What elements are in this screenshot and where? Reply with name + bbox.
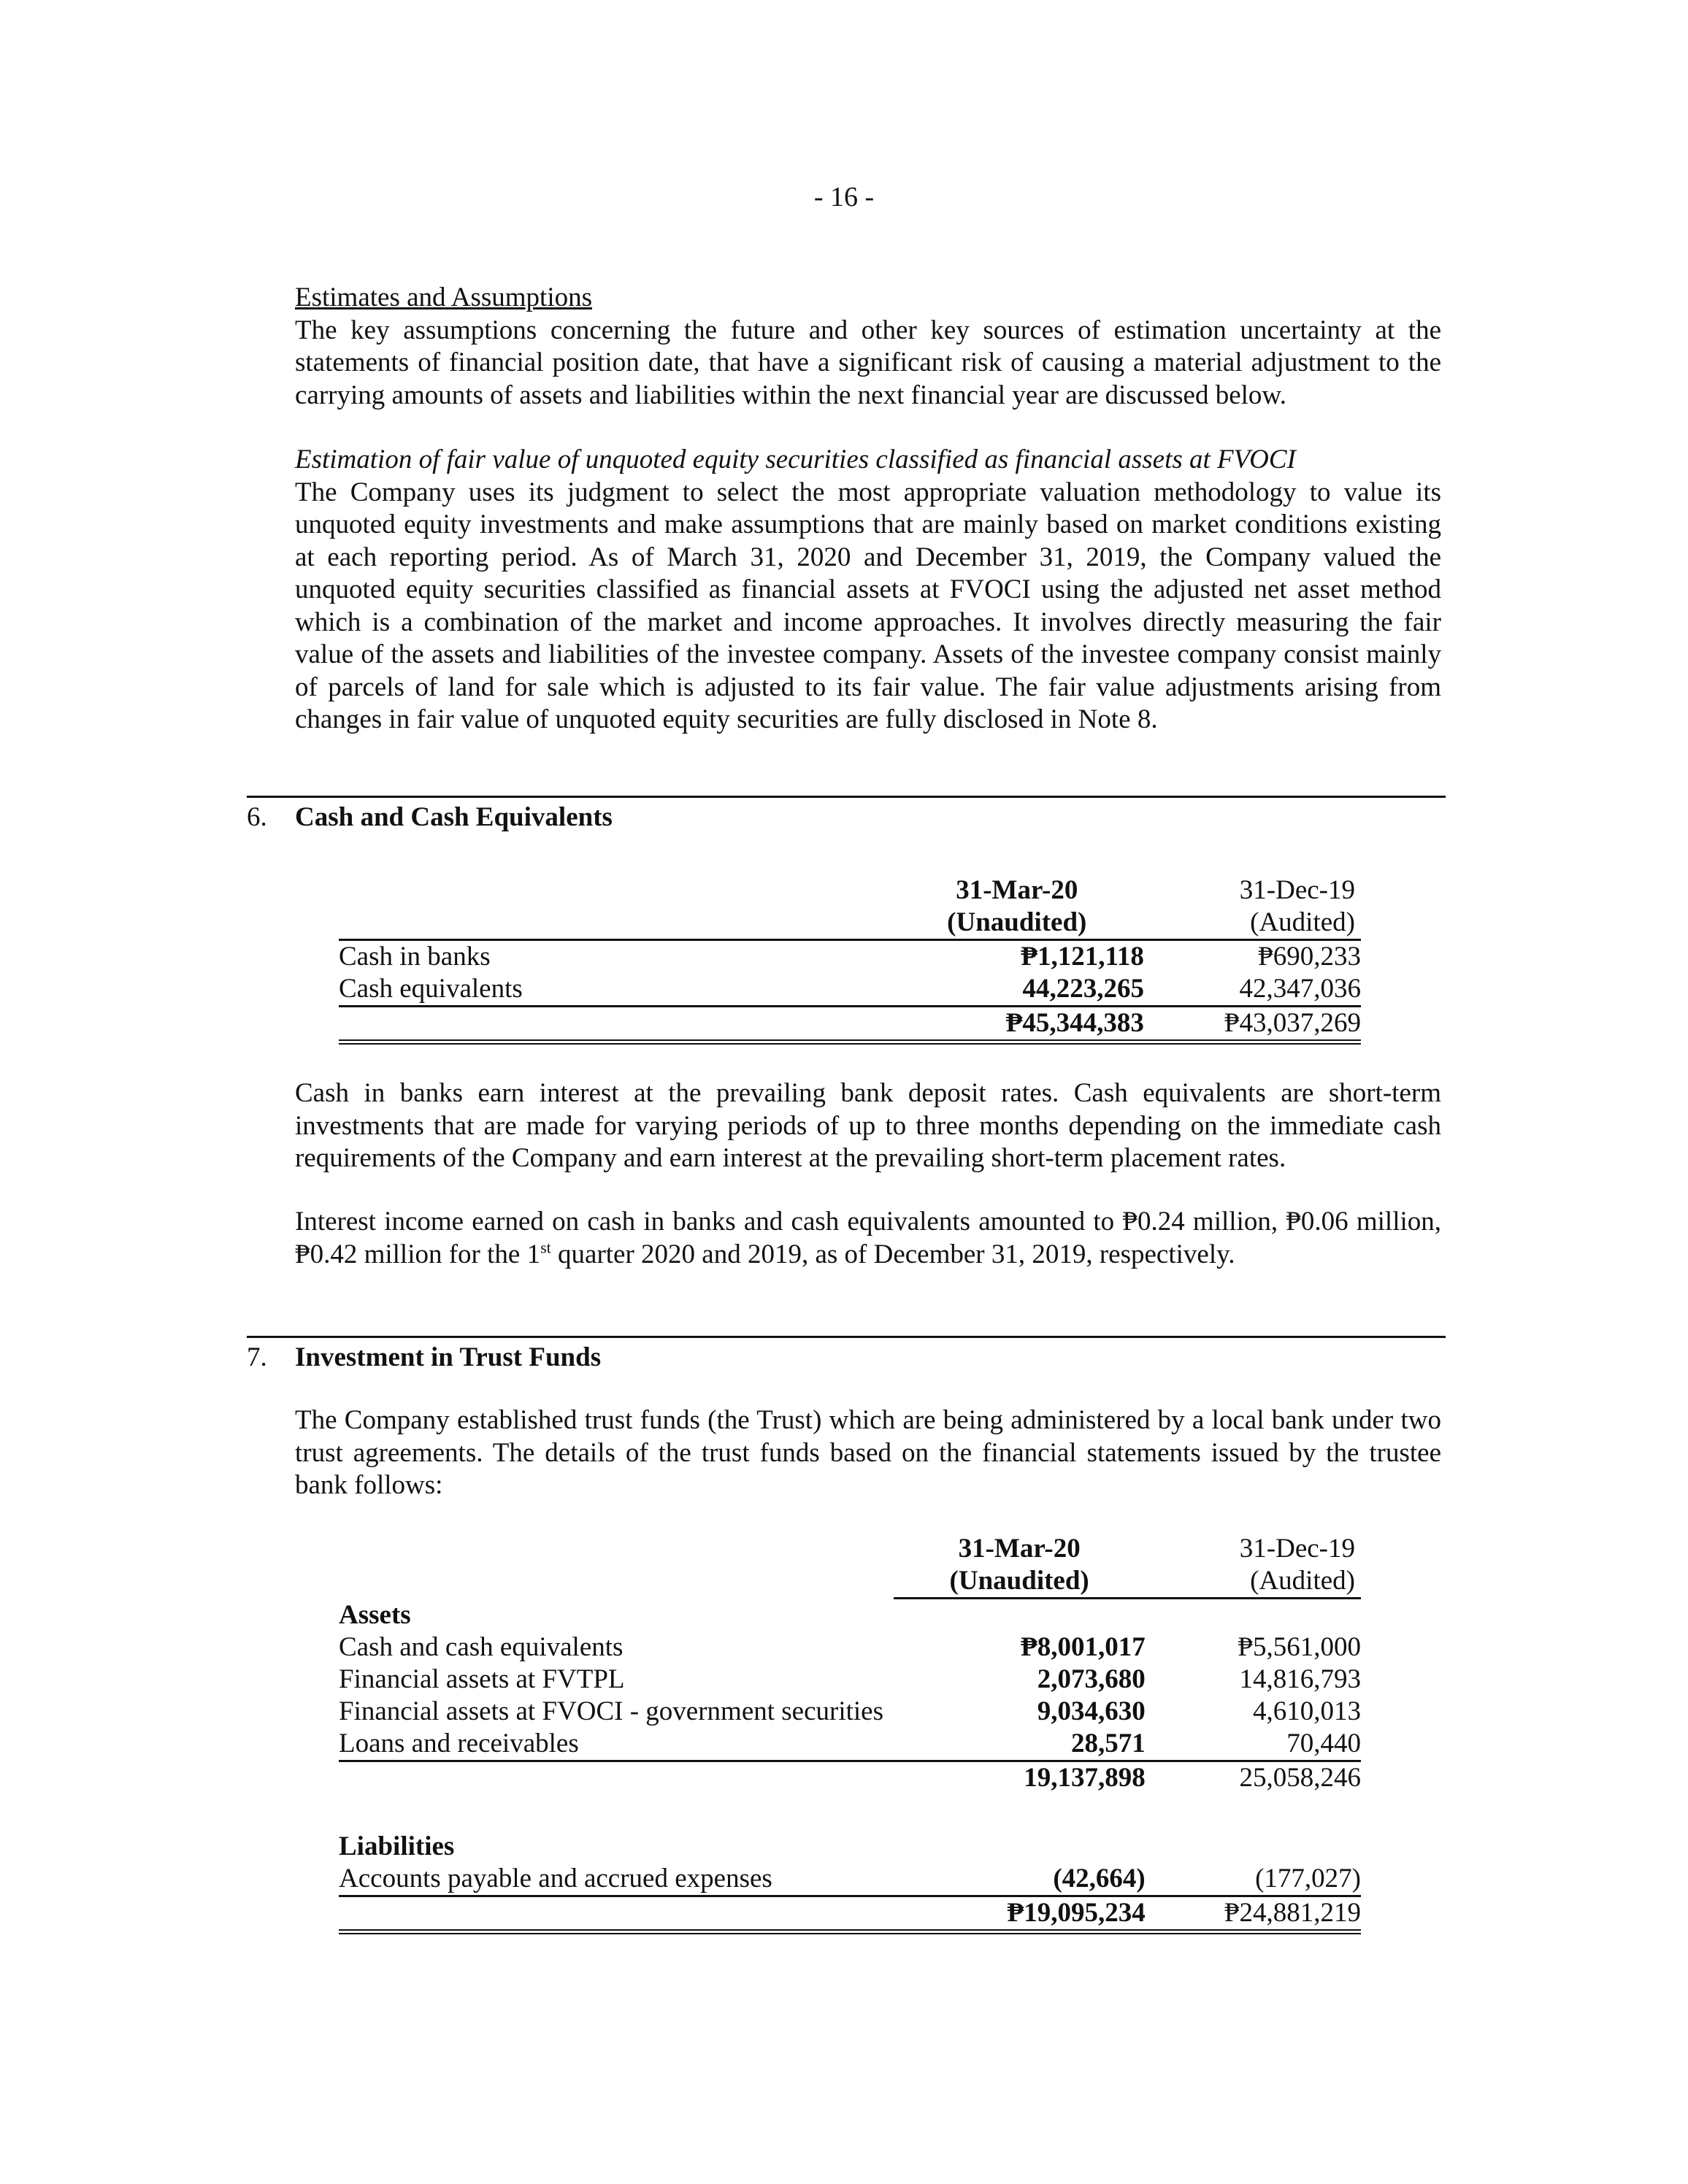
col-header-dec19: 31-Dec-19 xyxy=(1239,875,1355,905)
fvoci-estimation-section xyxy=(295,444,1441,737)
col-header-mar20: 31-Mar-20 xyxy=(958,1534,1081,1564)
table-total-row: ₱19,095,234 ₱24,881,219 xyxy=(339,1896,1361,1932)
estimates-section xyxy=(295,282,1441,412)
cash-paragraph-1: Cash in banks earn interest at the prevailing bank deposit rates. Cash equivalents are short-term investments that are made for varying periods of up to three months depending on the immediate cash requirements of the Company and earn interest at the prevailing short-term placement rates. xyxy=(295,1078,1441,1173)
table-row: Financial assets at FVOCI - government securities 9,034,630 4,610,013 xyxy=(339,1696,1361,1726)
cash-paragraph-2: Interest income earned on cash in banks and cash equivalents amounted to ₱0.24 million, ₱0.06 million, ₱0.42 million for the 1st quarter 2020 and 2019, as of December 31, 2019, respectively. xyxy=(295,1207,1441,1269)
liabilities-subheading: Liabilities xyxy=(339,1831,455,1861)
table-row: Cash and cash equivalents ₱8,001,017 ₱5,561,000 xyxy=(339,1632,1361,1662)
section-6-rule xyxy=(247,796,1446,798)
trust-paragraph: The Company established trust funds (the Trust) which are being administered by a local bank under two trust agreements. The details of the trust funds based on the financial statements issued by the trustee bank follows: xyxy=(295,1405,1441,1500)
col-sub-unaudited: (Unaudited) xyxy=(894,1565,1160,1599)
fvoci-estimation-paragraph: The Company uses its judgment to select the most appropriate valuation methodology to value its unquoted equity investments and make assumptions that are mainly based on market conditions existing at each reporting period. As of March 31, 2020 and December 31, 2019, the Company valued the unquoted equity securities classified as financial assets at FVOCI using the adjusted net asset method which is a combination of the market and income approaches. It involves directly measuring the fair value of the assets and liabilities of the investee company. Assets of the investee company consist mainly of parcels of land for sale which is adjusted to its fair value. The fair value adjustments arising from changes in fair value of unquoted equity securities are fully disclosed in Note 8. xyxy=(295,477,1441,734)
trust-funds-table xyxy=(339,1533,1361,1934)
col-sub-audited: (Audited) xyxy=(1159,907,1361,940)
section-7-number: 7. xyxy=(247,1342,267,1372)
table-total-row: ₱45,344,383 ₱43,037,269 xyxy=(339,1007,1361,1042)
estimates-paragraph: The key assumptions concerning the future and other key sources of estimation uncertainty at the statements of financial position date, that have a significant risk of causing a material adjustment to the carrying amounts of assets and liabilities within the next financial year are discussed below. xyxy=(295,315,1441,410)
page-number: - 16 - xyxy=(813,182,875,212)
cash-equivalents-table xyxy=(339,874,1361,1045)
section-7-title: Investment in Trust Funds xyxy=(295,1342,602,1372)
col-sub-unaudited: (Unaudited) xyxy=(890,907,1159,940)
table-row: Cash equivalents 44,223,265 42,347,036 xyxy=(339,973,1361,1007)
section-6-number: 6. xyxy=(247,802,267,832)
col-header-dec19: 31-Dec-19 xyxy=(1239,1534,1355,1564)
estimates-heading: Estimates and Assumptions xyxy=(295,282,592,312)
table-subtotal-row: 19,137,898 25,058,246 xyxy=(1024,1763,1361,1793)
table-row: Accounts payable and accrued expenses (42,664) (177,027) xyxy=(339,1863,1361,1896)
table-row: Financial assets at FVTPL 2,073,680 14,816,793 xyxy=(339,1664,1361,1694)
table-row: Loans and receivables 28,571 70,440 xyxy=(339,1728,1361,1761)
fvoci-estimation-heading: Estimation of fair value of unquoted equity securities classified as financial assets at FVOCI xyxy=(295,445,1296,474)
table-row: Cash in banks ₱1,121,118 ₱690,233 xyxy=(339,942,1361,972)
section-7-rule xyxy=(247,1336,1446,1338)
col-header-mar20: 31-Mar-20 xyxy=(956,875,1078,905)
assets-subheading: Assets xyxy=(339,1600,411,1630)
col-sub-audited: (Audited) xyxy=(1160,1565,1361,1599)
section-6-title: Cash and Cash Equivalents xyxy=(295,802,613,832)
